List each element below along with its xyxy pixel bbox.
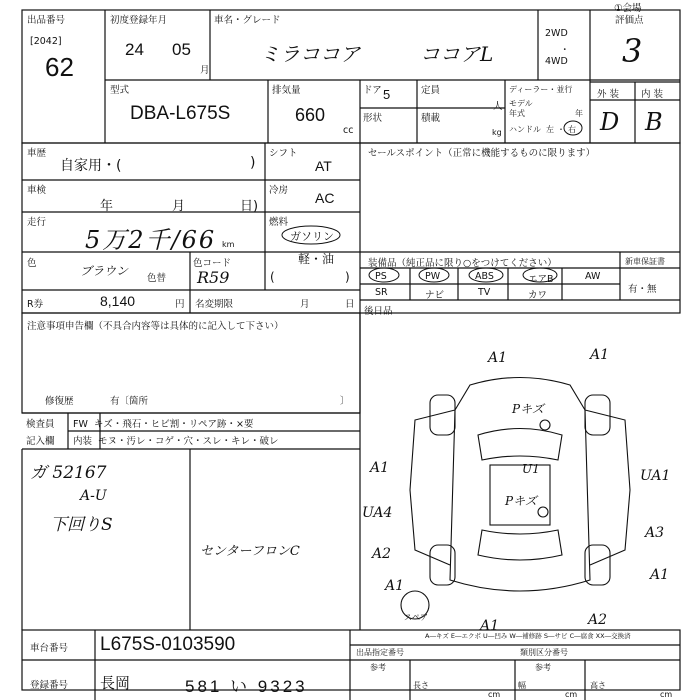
equipment-circles — [362, 266, 562, 284]
lot-label: 出品番号 — [27, 15, 66, 26]
doors-label: ドア — [363, 85, 382, 96]
recycle-value: 8,140 — [100, 293, 136, 309]
load-label: 積載 — [421, 113, 441, 124]
chassis-value: L675S-0103590 — [100, 634, 236, 655]
fuel-paren-close: ) — [345, 270, 350, 284]
mark-u1-center: U1 — [522, 462, 540, 476]
doors-value: 5 — [383, 87, 391, 102]
drive-dot: ・ — [560, 45, 570, 56]
handle-right: 右 — [568, 125, 576, 134]
fuel-gas-circle — [280, 224, 342, 246]
score-label: 評価点 — [615, 15, 644, 26]
handle-dot: ・ — [557, 125, 565, 134]
model-year-label: モデル — [509, 99, 533, 108]
interior-grade: B — [645, 108, 663, 136]
capacity-label: 定員 — [421, 85, 441, 96]
mileage-label: 走行 — [27, 217, 47, 228]
equip-navi: ナビ — [425, 290, 445, 301]
equip-pw: PW — [425, 271, 441, 282]
model-label: 型式 — [110, 85, 130, 96]
usage-value: 自家用・( — [60, 158, 122, 174]
fuel-label: 燃料 — [269, 217, 289, 228]
later-items-label: 後日品 — [364, 306, 393, 317]
repair-value: 有〔箇所 — [110, 396, 149, 407]
registration-number: 581 い 9323 — [185, 677, 308, 696]
usage-close: ) — [250, 155, 256, 171]
mark-ua1-right: UA1 — [640, 468, 671, 484]
handwritten-note-3: 下回りS — [50, 515, 113, 535]
repair-label: 修復歴 — [45, 396, 74, 407]
inspection-row-2: 内装 モヌ・汚レ・コゲ・穴・スレ・キレ・破レ — [73, 436, 279, 447]
first-reg-label: 初度登録年月 — [110, 15, 168, 26]
handle-label: ハンドル — [509, 125, 541, 134]
ac-value: AC — [315, 190, 335, 206]
mark-a2-bottom-right: A2 — [588, 612, 608, 628]
title-day: 日 — [345, 299, 355, 310]
repair-close: 〕 — [340, 396, 350, 407]
dealer-label: ディーラー・並行 — [509, 85, 573, 94]
car-name-label: 車名・グレード — [214, 15, 281, 26]
reg-year: 24 — [125, 40, 144, 59]
color-code: R59 — [197, 268, 230, 287]
color-change-label: 色替 — [147, 273, 167, 284]
shift-label: シフト — [269, 148, 298, 159]
inspection-label: 車検 — [27, 185, 47, 196]
color-code-label: 色コード — [193, 258, 232, 269]
sales-point-title: セールスポイント（正常に機能するものに限ります） — [368, 148, 596, 159]
mark-a1-left: A1 — [370, 460, 390, 476]
equip-ps: PS — [375, 271, 387, 282]
reg-month: 05 — [172, 40, 191, 59]
mark-a1-top-left: A1 — [488, 350, 508, 366]
displacement-unit: cc — [343, 125, 354, 136]
dims-length: 長さ — [413, 681, 429, 690]
lot-sub: [2042] — [30, 36, 62, 47]
dims-label-4: 参考 — [535, 663, 551, 672]
load-unit: kg — [492, 128, 502, 137]
spare-label: スペア — [404, 613, 428, 622]
inspector-label-2: 記入欄 — [26, 436, 55, 447]
car-name: ミラココア — [260, 42, 360, 66]
fuel-paren-open: ( — [270, 270, 275, 284]
model-value: DBA-L675S — [130, 103, 231, 124]
inspection-row-1: FW キズ・飛石・ヒビ割・リペア跡・×要 — [73, 419, 254, 430]
dims-length-unit: cm — [488, 690, 501, 699]
displacement-value: 660 — [295, 105, 326, 125]
year-unit: 年 — [575, 109, 583, 118]
equip-tv: TV — [478, 287, 491, 298]
equip-aw: AW — [585, 271, 601, 282]
handwritten-note-4: センターフロンC — [200, 544, 300, 559]
handwritten-note-1: ガ 52167 — [30, 463, 107, 483]
handwritten-note-2: A-U — [80, 488, 107, 504]
inspection-year: 年 — [100, 199, 114, 214]
exterior-grade: D — [600, 108, 620, 136]
capacity-unit: 人 — [493, 101, 503, 112]
dims-height: 高さ — [590, 681, 606, 690]
handle-left: 左 — [546, 125, 554, 134]
dims-height-unit: cm — [660, 690, 673, 699]
score-value: 3 — [622, 32, 643, 70]
top-right-note: ①会場 — [614, 3, 642, 14]
mark-a2-left: A2 — [372, 546, 392, 562]
handle-right-circle — [562, 119, 584, 137]
equip-airbag: エアB — [528, 274, 554, 285]
shape-label: 形状 — [363, 113, 383, 124]
warranty-value: 有・無 — [628, 284, 657, 295]
damage-legend: A―キズ E―エクボ U―凹み W―補修跡 S―サビ C―腐食 XX―交換済 — [425, 632, 631, 640]
mark-p-dent-rear: Pキズ — [505, 494, 537, 508]
grade: ココアL — [420, 42, 494, 66]
recycle-unit: 円 — [175, 299, 185, 310]
model-year-label2: 年式 — [509, 109, 525, 118]
mileage-value: 5万2千/66 — [85, 226, 217, 254]
color-value: ブラウン — [80, 264, 129, 278]
mark-a1-bottom: A1 — [480, 618, 500, 634]
lot-number: 62 — [45, 52, 74, 82]
shift-value: AT — [315, 158, 332, 174]
reg-month-unit: 月 — [200, 65, 210, 76]
damage-diagram — [360, 340, 680, 630]
dims-label-1: 出品指定番号 — [356, 648, 404, 657]
usage-label: 車歴 — [27, 148, 47, 159]
mark-a1-right-low: A1 — [650, 567, 670, 583]
inspector-label-1: 検査員 — [26, 419, 55, 430]
mark-a1-spare: A1 — [385, 578, 405, 594]
mark-a1-top-right: A1 — [590, 347, 610, 363]
equip-sr: SR — [375, 287, 388, 298]
mark-a3-right: A3 — [645, 525, 665, 541]
defects-title: 注意事項申告欄（不具合内容等は具体的に記入して下さい） — [27, 321, 284, 332]
title-label: 名変期限 — [195, 299, 234, 310]
registration-place: 長岡 — [100, 674, 131, 692]
color-label: 色 — [27, 258, 37, 269]
fuel-diesel: 軽・油 — [298, 252, 335, 266]
recycle-label: R券 — [27, 299, 44, 310]
equip-leather: カワ — [528, 290, 548, 301]
exterior-label: 外 装 — [597, 89, 620, 100]
equipment-title: 装備品（純正品に限り○をつけてください） — [368, 258, 557, 269]
fuel-gas: ガソリン — [290, 230, 334, 243]
new-warranty-label: 新車保証書 — [625, 257, 665, 266]
mark-p-dent-front: Pキズ — [512, 402, 544, 416]
inspection-month: 月 — [172, 199, 186, 214]
dims-label-2: 参考 — [370, 663, 386, 672]
chassis-label: 車台番号 — [30, 643, 69, 654]
displacement-label: 排気量 — [272, 85, 301, 96]
drive-4wd: 4WD — [545, 56, 568, 67]
inspection-day: 日) — [240, 199, 259, 214]
drive-2wd: 2WD — [545, 28, 568, 39]
ac-label: 冷房 — [269, 185, 289, 196]
dims-label-3: 類別区分番号 — [520, 648, 568, 657]
interior-label: 内 装 — [641, 89, 664, 100]
mileage-unit: km — [222, 240, 235, 249]
title-month: 月 — [300, 299, 310, 310]
equip-abs: ABS — [475, 271, 494, 282]
dims-width-unit: cm — [565, 690, 578, 699]
mark-ua4-left: UA4 — [362, 505, 393, 521]
registration-label: 登録番号 — [30, 680, 69, 691]
dims-width: 幅 — [518, 681, 526, 690]
